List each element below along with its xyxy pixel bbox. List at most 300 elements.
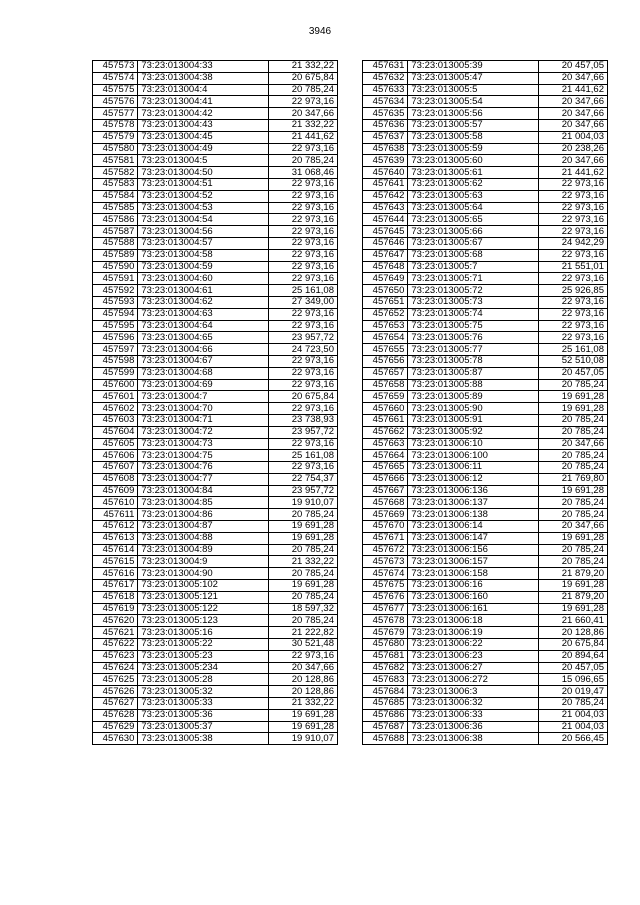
- cadastral-number-cell: 73:23:013006:156: [408, 544, 539, 556]
- row-number-cell: 457645: [363, 226, 408, 238]
- value-cell: 20 785,24: [269, 509, 338, 521]
- row-number-cell: 457602: [93, 403, 138, 415]
- value-cell: 22 973,16: [269, 249, 338, 261]
- value-cell: 20 785,24: [269, 568, 338, 580]
- value-cell: 27 349,00: [269, 296, 338, 308]
- row-number-cell: 457680: [363, 639, 408, 651]
- row-number-cell: 457609: [93, 485, 138, 497]
- table-row: [363, 698, 608, 710]
- cadastral-number-cell: 73:23:013004:41: [138, 96, 269, 108]
- row-number-cell: 457606: [93, 450, 138, 462]
- table-row: [363, 532, 608, 544]
- row-number-cell: 457635: [363, 108, 408, 120]
- table-row: [363, 438, 608, 450]
- cadastral-number-cell: 73:23:013004:63: [138, 308, 269, 320]
- cadastral-number-cell: 73:23:013005:73: [408, 296, 539, 308]
- row-number-cell: 457589: [93, 249, 138, 261]
- cadastral-number-cell: 73:23:013004:71: [138, 414, 269, 426]
- cadastral-number-cell: 73:23:013005:56: [408, 108, 539, 120]
- cadastral-number-cell: 73:23:013004:68: [138, 367, 269, 379]
- row-number-cell: 457579: [93, 131, 138, 143]
- value-cell: 20 347,66: [539, 438, 608, 450]
- value-cell: 22 973,16: [269, 96, 338, 108]
- cadastral-number-cell: 73:23:013005:75: [408, 320, 539, 332]
- table-row: [93, 379, 338, 391]
- value-cell: 25 926,85: [539, 285, 608, 297]
- cadastral-number-cell: 73:23:013004:70: [138, 403, 269, 415]
- row-number-cell: 457629: [93, 721, 138, 733]
- row-number-cell: 457677: [363, 603, 408, 615]
- table-row: [93, 591, 338, 603]
- value-cell: 23 957,72: [269, 332, 338, 344]
- table-row: [93, 521, 338, 533]
- value-cell: 22 973,16: [269, 650, 338, 662]
- table-row: [363, 72, 608, 84]
- row-number-cell: 457659: [363, 391, 408, 403]
- cadastral-number-cell: 73:23:013006:12: [408, 473, 539, 485]
- row-number-cell: 457618: [93, 591, 138, 603]
- cadastral-number-cell: 73:23:013006:138: [408, 509, 539, 521]
- table-row: [363, 273, 608, 285]
- table-row: [93, 143, 338, 155]
- value-cell: 20 675,84: [269, 391, 338, 403]
- row-number-cell: 457651: [363, 296, 408, 308]
- page-number: 3946: [308, 26, 332, 37]
- table-row: [363, 61, 608, 73]
- table-row: [93, 603, 338, 615]
- cadastral-number-cell: 73:23:013004:61: [138, 285, 269, 297]
- value-cell: 20 785,24: [269, 544, 338, 556]
- value-cell: 20 675,84: [539, 639, 608, 651]
- value-cell: 21 551,01: [539, 261, 608, 273]
- table-row: [93, 96, 338, 108]
- row-number-cell: 457652: [363, 308, 408, 320]
- row-number-cell: 457654: [363, 332, 408, 344]
- table-row: [93, 273, 338, 285]
- row-number-cell: 457631: [363, 61, 408, 73]
- table-row: [363, 96, 608, 108]
- cadastral-number-cell: 73:23:013005:92: [408, 426, 539, 438]
- value-cell: 22 973,16: [269, 143, 338, 155]
- value-cell: 31 068,46: [269, 167, 338, 179]
- value-cell: 20 347,66: [539, 96, 608, 108]
- table-row: [363, 155, 608, 167]
- table-row: [363, 214, 608, 226]
- cadastral-number-cell: 73:23:013006:18: [408, 615, 539, 627]
- value-cell: 15 096,65: [539, 674, 608, 686]
- cadastral-number-cell: 73:23:013006:33: [408, 709, 539, 721]
- row-number-cell: 457627: [93, 698, 138, 710]
- row-number-cell: 457575: [93, 84, 138, 96]
- value-cell: 22 973,16: [269, 178, 338, 190]
- row-number-cell: 457607: [93, 462, 138, 474]
- row-number-cell: 457678: [363, 615, 408, 627]
- table-row: [363, 721, 608, 733]
- cadastral-number-cell: 73:23:013005:22: [138, 639, 269, 651]
- value-cell: 20 019,47: [539, 686, 608, 698]
- cadastral-number-cell: 73:23:013005:7: [408, 261, 539, 273]
- right-table-body: [363, 61, 608, 745]
- table-row: [93, 532, 338, 544]
- value-cell: 24 723,50: [269, 344, 338, 356]
- value-cell: 20 457,05: [539, 367, 608, 379]
- cadastral-number-cell: 73:23:013004:9: [138, 556, 269, 568]
- row-number-cell: 457644: [363, 214, 408, 226]
- row-number-cell: 457584: [93, 190, 138, 202]
- value-cell: 21 879,20: [539, 591, 608, 603]
- table-row: [93, 178, 338, 190]
- cadastral-number-cell: 73:23:013006:10: [408, 438, 539, 450]
- value-cell: 20 347,66: [539, 119, 608, 131]
- row-number-cell: 457653: [363, 320, 408, 332]
- cadastral-number-cell: 73:23:013005:65: [408, 214, 539, 226]
- value-cell: 19 691,28: [539, 403, 608, 415]
- value-cell: 22 973,16: [539, 202, 608, 214]
- table-row: [363, 143, 608, 155]
- cadastral-number-cell: 73:23:013004:85: [138, 497, 269, 509]
- table-row: [363, 391, 608, 403]
- table-row: [93, 190, 338, 202]
- row-number-cell: 457628: [93, 709, 138, 721]
- value-cell: 22 973,16: [539, 308, 608, 320]
- cadastral-number-cell: 73:23:013006:16: [408, 580, 539, 592]
- value-cell: 23 957,72: [269, 426, 338, 438]
- table-row: [93, 509, 338, 521]
- row-number-cell: 457593: [93, 296, 138, 308]
- table-row: [363, 662, 608, 674]
- cadastral-number-cell: 73:23:013006:23: [408, 650, 539, 662]
- value-cell: 20 347,66: [539, 72, 608, 84]
- value-cell: 19 691,28: [269, 721, 338, 733]
- value-cell: 22 973,16: [269, 226, 338, 238]
- table-row: [363, 674, 608, 686]
- table-row: [93, 674, 338, 686]
- value-cell: 30 521,48: [269, 639, 338, 651]
- table-row: [93, 733, 338, 745]
- cadastral-number-cell: 73:23:013004:42: [138, 108, 269, 120]
- table-row: [93, 226, 338, 238]
- value-cell: 20 785,24: [269, 591, 338, 603]
- value-cell: 20 675,84: [269, 72, 338, 84]
- value-cell: 20 785,24: [539, 450, 608, 462]
- cadastral-number-cell: 73:23:013005:90: [408, 403, 539, 415]
- cadastral-number-cell: 73:23:013005:57: [408, 119, 539, 131]
- row-number-cell: 457595: [93, 320, 138, 332]
- value-cell: 21 660,41: [539, 615, 608, 627]
- value-cell: 20 785,24: [539, 556, 608, 568]
- value-cell: 20 128,86: [539, 627, 608, 639]
- cadastral-number-cell: 73:23:013005:36: [138, 709, 269, 721]
- table-row: [363, 403, 608, 415]
- cadastral-number-cell: 73:23:013004:62: [138, 296, 269, 308]
- cadastral-number-cell: 73:23:013004:4: [138, 84, 269, 96]
- cadastral-number-cell: 73:23:013006:137: [408, 497, 539, 509]
- row-number-cell: 457673: [363, 556, 408, 568]
- row-number-cell: 457668: [363, 497, 408, 509]
- row-number-cell: 457587: [93, 226, 138, 238]
- value-cell: 25 161,08: [539, 344, 608, 356]
- row-number-cell: 457658: [363, 379, 408, 391]
- value-cell: 21 879,20: [539, 568, 608, 580]
- table-row: [93, 485, 338, 497]
- row-number-cell: 457648: [363, 261, 408, 273]
- row-number-cell: 457625: [93, 674, 138, 686]
- cadastral-number-cell: 73:23:013005:58: [408, 131, 539, 143]
- row-number-cell: 457577: [93, 108, 138, 120]
- cadastral-number-cell: 73:23:013004:88: [138, 532, 269, 544]
- cadastral-number-cell: 73:23:013004:65: [138, 332, 269, 344]
- table-row: [363, 202, 608, 214]
- value-cell: 21 769,80: [539, 473, 608, 485]
- left-table-body: [93, 61, 338, 745]
- value-cell: 25 161,08: [269, 285, 338, 297]
- row-number-cell: 457605: [93, 438, 138, 450]
- cadastral-number-cell: 73:23:013005:88: [408, 379, 539, 391]
- value-cell: 20 785,24: [269, 155, 338, 167]
- row-number-cell: 457580: [93, 143, 138, 155]
- row-number-cell: 457613: [93, 532, 138, 544]
- table-row: [93, 414, 338, 426]
- value-cell: 20 128,86: [269, 686, 338, 698]
- cadastral-number-cell: 73:23:013005:234: [138, 662, 269, 674]
- cadastral-number-cell: 73:23:013004:7: [138, 391, 269, 403]
- cadastral-number-cell: 73:23:013005:59: [408, 143, 539, 155]
- row-number-cell: 457663: [363, 438, 408, 450]
- cadastral-number-cell: 73:23:013006:38: [408, 733, 539, 745]
- table-row: [93, 285, 338, 297]
- table-row: [93, 473, 338, 485]
- value-cell: 19 691,28: [269, 532, 338, 544]
- row-number-cell: 457646: [363, 237, 408, 249]
- cadastral-number-cell: 73:23:013004:5: [138, 155, 269, 167]
- row-number-cell: 457636: [363, 119, 408, 131]
- table-row: [363, 320, 608, 332]
- row-number-cell: 457622: [93, 639, 138, 651]
- value-cell: 20 238,26: [539, 143, 608, 155]
- table-row: [363, 591, 608, 603]
- value-cell: 20 785,24: [539, 698, 608, 710]
- row-number-cell: 457666: [363, 473, 408, 485]
- table-row: [363, 332, 608, 344]
- table-row: [363, 119, 608, 131]
- value-cell: 20 347,66: [539, 155, 608, 167]
- table-row: [93, 403, 338, 415]
- table-row: [93, 367, 338, 379]
- row-number-cell: 457611: [93, 509, 138, 521]
- cadastral-number-cell: 73:23:013004:84: [138, 485, 269, 497]
- row-number-cell: 457573: [93, 61, 138, 73]
- value-cell: 22 973,16: [269, 273, 338, 285]
- row-number-cell: 457615: [93, 556, 138, 568]
- row-number-cell: 457670: [363, 521, 408, 533]
- table-row: [363, 709, 608, 721]
- cadastral-number-cell: 73:23:013005:63: [408, 190, 539, 202]
- value-cell: 22 973,16: [269, 190, 338, 202]
- row-number-cell: 457616: [93, 568, 138, 580]
- value-cell: 20 785,24: [539, 426, 608, 438]
- value-cell: 22 973,16: [539, 178, 608, 190]
- table-row: [93, 497, 338, 509]
- value-cell: 19 691,28: [539, 580, 608, 592]
- value-cell: 22 973,16: [539, 296, 608, 308]
- table-row: [363, 521, 608, 533]
- table-row: [363, 285, 608, 297]
- table-row: [93, 450, 338, 462]
- cadastral-number-cell: 73:23:013004:89: [138, 544, 269, 556]
- cadastral-number-cell: 73:23:013004:86: [138, 509, 269, 521]
- row-number-cell: 457681: [363, 650, 408, 662]
- cadastral-number-cell: 73:23:013006:158: [408, 568, 539, 580]
- value-cell: 20 785,24: [539, 414, 608, 426]
- table-row: [93, 721, 338, 733]
- table-row: [93, 214, 338, 226]
- row-number-cell: 457594: [93, 308, 138, 320]
- cadastral-number-cell: 73:23:013005:62: [408, 178, 539, 190]
- value-cell: 22 973,16: [269, 462, 338, 474]
- table-row: [363, 355, 608, 367]
- table-row: [363, 485, 608, 497]
- row-number-cell: 457585: [93, 202, 138, 214]
- value-cell: 20 785,24: [539, 497, 608, 509]
- row-number-cell: 457617: [93, 580, 138, 592]
- cadastral-number-cell: 73:23:013006:157: [408, 556, 539, 568]
- row-number-cell: 457676: [363, 591, 408, 603]
- row-number-cell: 457590: [93, 261, 138, 273]
- table-row: [363, 615, 608, 627]
- table-row: [363, 178, 608, 190]
- table-row: [93, 580, 338, 592]
- value-cell: 20 457,05: [539, 61, 608, 73]
- cadastral-number-cell: 73:23:013005:39: [408, 61, 539, 73]
- cadastral-number-cell: 73:23:013004:53: [138, 202, 269, 214]
- row-number-cell: 457632: [363, 72, 408, 84]
- cadastral-number-cell: 73:23:013005:60: [408, 155, 539, 167]
- cadastral-number-cell: 73:23:013004:33: [138, 61, 269, 73]
- table-row: [93, 355, 338, 367]
- table-row: [363, 167, 608, 179]
- row-number-cell: 457592: [93, 285, 138, 297]
- cadastral-number-cell: 73:23:013005:67: [408, 237, 539, 249]
- table-row: [363, 556, 608, 568]
- row-number-cell: 457586: [93, 214, 138, 226]
- cadastral-number-cell: 73:23:013004:45: [138, 131, 269, 143]
- table-row: [363, 509, 608, 521]
- row-number-cell: 457612: [93, 521, 138, 533]
- value-cell: 20 128,86: [269, 674, 338, 686]
- row-number-cell: 457647: [363, 249, 408, 261]
- value-cell: 22 973,16: [269, 403, 338, 415]
- value-cell: 19 691,28: [269, 521, 338, 533]
- table-row: [363, 344, 608, 356]
- cadastral-number-cell: 73:23:013005:28: [138, 674, 269, 686]
- table-row: [93, 308, 338, 320]
- cadastral-number-cell: 73:23:013006:3: [408, 686, 539, 698]
- left-table: [92, 60, 338, 745]
- row-number-cell: 457665: [363, 462, 408, 474]
- table-row: [363, 473, 608, 485]
- value-cell: 22 973,16: [539, 190, 608, 202]
- cadastral-number-cell: 73:23:013005:64: [408, 202, 539, 214]
- row-number-cell: 457655: [363, 344, 408, 356]
- cadastral-number-cell: 73:23:013004:64: [138, 320, 269, 332]
- cadastral-number-cell: 73:23:013004:43: [138, 119, 269, 131]
- table-row: [93, 261, 338, 273]
- right-table: [362, 60, 608, 745]
- value-cell: 20 894,64: [539, 650, 608, 662]
- row-number-cell: 457639: [363, 155, 408, 167]
- table-row: [93, 167, 338, 179]
- row-number-cell: 457660: [363, 403, 408, 415]
- cadastral-number-cell: 73:23:013005:54: [408, 96, 539, 108]
- table-row: [363, 450, 608, 462]
- value-cell: 20 785,24: [269, 84, 338, 96]
- cadastral-number-cell: 73:23:013005:32: [138, 686, 269, 698]
- table-row: [363, 497, 608, 509]
- value-cell: 22 973,16: [269, 308, 338, 320]
- value-cell: 52 510,08: [539, 355, 608, 367]
- cadastral-number-cell: 73:23:013006:161: [408, 603, 539, 615]
- table-row: [93, 627, 338, 639]
- table-row: [363, 568, 608, 580]
- cadastral-number-cell: 73:23:013005:89: [408, 391, 539, 403]
- cadastral-number-cell: 73:23:013005:121: [138, 591, 269, 603]
- cadastral-number-cell: 73:23:013006:22: [408, 639, 539, 651]
- row-number-cell: 457657: [363, 367, 408, 379]
- row-number-cell: 457661: [363, 414, 408, 426]
- table-row: [93, 237, 338, 249]
- cadastral-number-cell: 73:23:013004:51: [138, 178, 269, 190]
- row-number-cell: 457638: [363, 143, 408, 155]
- cadastral-number-cell: 73:23:013006:36: [408, 721, 539, 733]
- cadastral-number-cell: 73:23:013005:37: [138, 721, 269, 733]
- value-cell: 22 973,16: [539, 320, 608, 332]
- value-cell: 22 973,16: [269, 320, 338, 332]
- table-row: [93, 108, 338, 120]
- table-row: [93, 344, 338, 356]
- cadastral-number-cell: 73:23:013004:87: [138, 521, 269, 533]
- table-row: [363, 226, 608, 238]
- cadastral-number-cell: 73:23:013004:59: [138, 261, 269, 273]
- table-row: [363, 580, 608, 592]
- value-cell: 19 691,28: [269, 580, 338, 592]
- table-row: [93, 462, 338, 474]
- value-cell: 21 441,62: [269, 131, 338, 143]
- table-row: [363, 131, 608, 143]
- value-cell: 21 332,22: [269, 61, 338, 73]
- row-number-cell: 457581: [93, 155, 138, 167]
- row-number-cell: 457686: [363, 709, 408, 721]
- row-number-cell: 457623: [93, 650, 138, 662]
- cadastral-number-cell: 73:23:013006:147: [408, 532, 539, 544]
- value-cell: 19 910,07: [269, 497, 338, 509]
- row-number-cell: 457610: [93, 497, 138, 509]
- value-cell: 20 785,24: [269, 615, 338, 627]
- cadastral-number-cell: 73:23:013005:71: [408, 273, 539, 285]
- cadastral-number-cell: 73:23:013005:33: [138, 698, 269, 710]
- row-number-cell: 457684: [363, 686, 408, 698]
- value-cell: 22 973,16: [269, 367, 338, 379]
- cadastral-number-cell: 73:23:013006:160: [408, 591, 539, 603]
- value-cell: 20 347,66: [539, 521, 608, 533]
- cadastral-number-cell: 73:23:013004:77: [138, 473, 269, 485]
- table-row: [363, 108, 608, 120]
- cadastral-number-cell: 73:23:013005:23: [138, 650, 269, 662]
- table-row: [93, 249, 338, 261]
- row-number-cell: 457656: [363, 355, 408, 367]
- cadastral-number-cell: 73:23:013006:14: [408, 521, 539, 533]
- value-cell: 19 691,28: [269, 709, 338, 721]
- cadastral-number-cell: 73:23:013004:58: [138, 249, 269, 261]
